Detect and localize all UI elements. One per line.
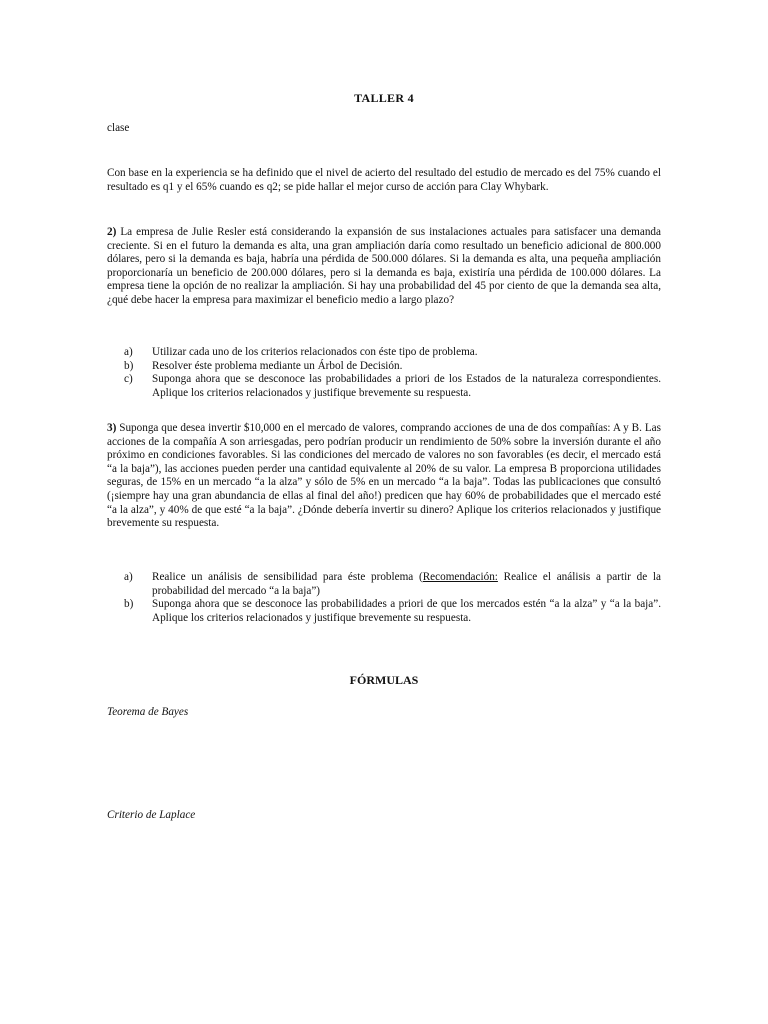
problem-2-number: 2) [107, 226, 117, 238]
list-item-text-before: Realice un análisis de sensibilidad para éste problema ( [152, 571, 423, 583]
list-marker: c) [124, 373, 133, 386]
problem-3-paragraph [107, 422, 661, 531]
bayes-theorem-label: Teorema de Bayes [107, 706, 189, 718]
list-marker: a) [124, 571, 133, 583]
list-item-text: Suponga ahora que se desconoce las probabilidades a priori de los Estados de la naturaleza correspondientes. Aplique los criterios relacionados y justifique brevemente su respuesta. [152, 373, 661, 399]
list-item-text: Resolver éste problema mediante un Árbol de Decisión. [152, 359, 403, 372]
formulas-heading: FÓRMULAS [349, 673, 419, 687]
laplace-criterion-label: Criterio de Laplace [107, 809, 196, 821]
problem-3-text: Suponga que desea invertir $10,000 en el mercado de valores, comprando acciones de una de dos compañías: A y B. Las acciones de la compañía A son arriesgadas, pero podrían producir un rendimiento de 50% sobre la inversión durante el año próximo en condiciones favorables. Si las condiciones del mercado de valores no son favorables (es decir, el mercado está “a la baja”), las acciones pueden perder una cantidad equivalente al 20% de su valor. La empresa B proporciona utilidades seguras, de 15% en un mercado “a la alza” y sólo de 5% en un mercado “a la baja”. Todas las publicaciones que consultó (¡siempre hay una gran abundancia de ellas al final del año!) predicen que hay 60% de probabilidades que el mercado esté “a la alza”, y 40% de que esté “a la baja”. ¿Dónde debería invertir su dinero? Aplique los criterios relacionados y justifique brevemente su respuesta. [107, 422, 661, 530]
list-item [107, 360, 661, 374]
problem-3-number: 3) [107, 422, 117, 434]
list-item [107, 598, 661, 625]
problem-2-text: La empresa de Julie Resler está considerando la expansión de sus instalaciones actuales para satisfacer una demanda creciente. Si en el futuro la demanda es alta, una gran ampliación daría como resultado un beneficio adicional de 800.000 dólares, pero si la demanda es baja, habría una pérdida de 500.000 dólares. Si la demanda es alta, una pequeña ampliación proporcionaría un beneficio de 200.000 dólares, pero si la demanda es baja, existiría una pérdida de 100.000 dólares. La empresa tiene la opción de no realizar la ampliación. Si hay una probabilidad del 45 por ciento de que la demanda sea alta, ¿qué debe hacer la empresa para maximizar el beneficio medio a largo plazo? [107, 226, 661, 306]
problem-2-paragraph [107, 226, 661, 308]
list-marker: b) [124, 359, 134, 372]
list-item-text: Suponga ahora que se desconoce las probabilidades a priori de que los mercados estén “a la alza” y “a la baja”. Aplique los criterios relacionados y justifique brevemente su respuesta. [152, 598, 661, 624]
list-item-text-after: Realice el análisis a partir de la probabilidad del mercado “a la baja”) [152, 571, 661, 597]
list-item [107, 373, 661, 400]
list-marker: b) [124, 598, 134, 611]
problem-3-list [107, 571, 661, 625]
intro-paragraph: Con base en la experiencia se ha definido que el nivel de acierto del resultado del estudio de mercado es del 75% cuando el resultado es q1 y el 65% cuando es q2; se pide hallar el mejor curso de acción para Clay Whybark. [107, 167, 661, 193]
document-title: TALLER 4 [354, 91, 414, 105]
document-subtitle: clase [107, 122, 130, 134]
list-marker: a) [124, 346, 133, 358]
list-item [107, 346, 661, 360]
list-item [107, 571, 661, 598]
list-item-text: Utilizar cada uno de los criterios relacionados con éste tipo de problema. [152, 346, 478, 358]
problem-2-list [107, 346, 661, 400]
recommendation-label: Recomendación: [422, 571, 498, 583]
